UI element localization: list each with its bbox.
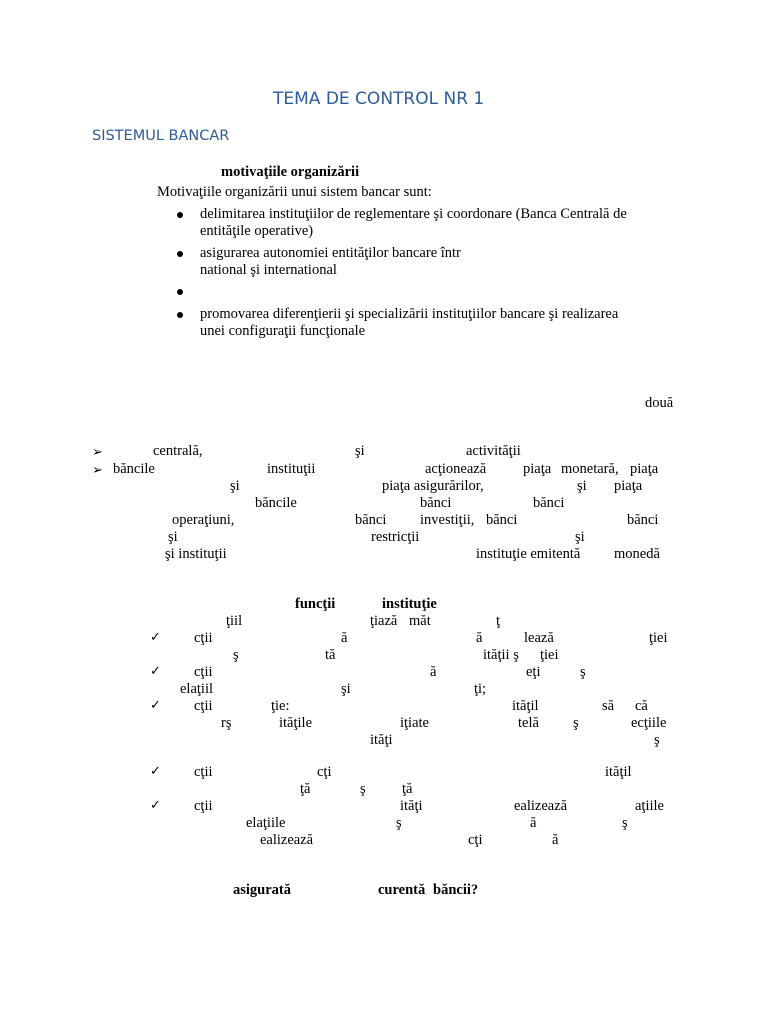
fragment-text: că bbox=[635, 698, 648, 714]
fragment-text: ă bbox=[476, 630, 483, 646]
fragment-text: şi bbox=[168, 529, 178, 545]
fragment-text: aţiile bbox=[635, 798, 664, 814]
fragment-text: şi bbox=[577, 478, 587, 494]
fragment-text: investiţii, bbox=[420, 512, 475, 528]
fragment-text: ţi; bbox=[474, 681, 487, 697]
fragment-text: bănci bbox=[627, 512, 659, 528]
intro-text: Motivaţiile organizării unui sistem bancar sunt: bbox=[157, 184, 432, 200]
checkmark-icon: ✓ bbox=[150, 797, 161, 812]
fragment-question: curentă bbox=[378, 882, 426, 898]
fragment-text: cţii bbox=[194, 664, 213, 680]
fragment-text: lează bbox=[524, 630, 554, 646]
fragment-text: ţiază bbox=[370, 613, 398, 629]
fragment-text: monedă bbox=[614, 546, 660, 562]
list-item: unei configuraţii funcţionale bbox=[200, 323, 366, 339]
arrow-icon: ➢ bbox=[92, 462, 103, 477]
fragment-text: ităţile bbox=[279, 715, 313, 731]
fragment-text: piaţa bbox=[523, 461, 552, 477]
fragment-text: elaţiile bbox=[246, 815, 286, 831]
fragment-text: bănci bbox=[486, 512, 518, 528]
fragment-text: ţiei bbox=[649, 630, 668, 646]
fragment-text: ş bbox=[580, 664, 586, 680]
checkmark-icon: ✓ bbox=[150, 663, 161, 678]
fragment-text: ealizează bbox=[260, 832, 314, 848]
section-heading: SISTEMUL BANCAR bbox=[92, 128, 230, 144]
bullet-icon bbox=[177, 289, 183, 295]
fragment-text: cţi bbox=[468, 832, 483, 848]
fragment-text: şi instituţii bbox=[165, 546, 227, 562]
fragment-text: ităţii ş bbox=[483, 647, 519, 663]
fragment-text: monetară, bbox=[561, 461, 619, 477]
fragment-text: ţă bbox=[402, 781, 413, 797]
fragment-heading: funcţii bbox=[295, 596, 336, 612]
fragment-text: ş bbox=[573, 715, 579, 731]
fragment-text: ţie: bbox=[271, 698, 290, 714]
fragment-text: şi bbox=[230, 478, 240, 494]
fragment-text: ţiei bbox=[540, 647, 559, 663]
fragment-text: tă bbox=[325, 647, 336, 663]
fragment-text: cţii bbox=[194, 698, 213, 714]
fragment-text: ţiil bbox=[226, 613, 243, 629]
list-item: asigurarea autonomiei entităţilor bancare într bbox=[200, 245, 461, 261]
fragment-text: cţii bbox=[194, 764, 213, 780]
bullet-icon bbox=[177, 251, 183, 257]
fragment-text: ş bbox=[233, 647, 239, 663]
fragment-text: instituţii bbox=[267, 461, 316, 477]
fragment-text: piaţa bbox=[614, 478, 643, 494]
fragment-text: instituţie emitentă bbox=[476, 546, 581, 562]
list-item: delimitarea instituţiilor de reglementare şi coordonare (Banca Centrală de bbox=[200, 206, 627, 222]
fragment-text: şi bbox=[355, 443, 365, 459]
fragment-text: acţionează bbox=[425, 461, 487, 477]
fragment-text: băncile bbox=[255, 495, 297, 511]
fragment-text: ităţi bbox=[400, 798, 423, 814]
fragment-text: telă bbox=[518, 715, 539, 731]
checkmark-icon: ✓ bbox=[150, 629, 161, 644]
fragment-text: centrală, bbox=[153, 443, 203, 459]
fragment-text: operaţiuni, bbox=[172, 512, 235, 528]
fragment-question: băncii? bbox=[433, 882, 479, 898]
subheading: motivaţiile organizării bbox=[221, 164, 360, 180]
checkmark-icon: ✓ bbox=[150, 697, 161, 712]
fragment-heading: instituţie bbox=[382, 596, 437, 612]
bullet-icon bbox=[177, 212, 183, 218]
fragment-text: şi bbox=[341, 681, 351, 697]
list-item: entităţile operative) bbox=[200, 223, 314, 239]
fragment-text: ă bbox=[530, 815, 537, 831]
arrow-icon: ➢ bbox=[92, 444, 103, 459]
fragment-text: ă bbox=[552, 832, 559, 848]
fragment-text: ă bbox=[430, 664, 437, 680]
fragment-text: bănci bbox=[355, 512, 387, 528]
fragment-text: elaţiil bbox=[180, 681, 214, 697]
fragment-text: restricţii bbox=[371, 529, 420, 545]
fragment-text: cţii bbox=[194, 630, 213, 646]
list-item: national şi international bbox=[200, 262, 337, 278]
fragment-text: ealizează bbox=[514, 798, 568, 814]
fragment-text: două bbox=[645, 395, 674, 411]
fragment-text: ităţil bbox=[512, 698, 539, 714]
fragment-text: bănci bbox=[420, 495, 452, 511]
fragment-text: ş bbox=[654, 732, 660, 748]
fragment-text: ecţiile bbox=[631, 715, 667, 731]
list-item: promovarea diferenţierii şi specializării instituţiilor bancare şi realizarea bbox=[200, 306, 619, 322]
fragment-text: bănci bbox=[533, 495, 565, 511]
fragment-text: ţă bbox=[300, 781, 311, 797]
fragment-text: cţii bbox=[194, 798, 213, 814]
fragment-text: ş bbox=[360, 781, 366, 797]
bullet-icon bbox=[177, 312, 183, 318]
fragment-text: ş bbox=[622, 815, 628, 831]
fragment-text: cţi bbox=[317, 764, 332, 780]
fragment-question: asigurată bbox=[233, 882, 291, 898]
fragment-text: iţiate bbox=[400, 715, 429, 731]
fragment-text: eţi bbox=[526, 664, 541, 680]
fragment-text: rş bbox=[221, 715, 232, 731]
fragment-text: ţ bbox=[496, 613, 501, 629]
fragment-text: băncile bbox=[113, 461, 155, 477]
document-title: TEMA DE CONTROL NR 1 bbox=[273, 89, 485, 109]
fragment-text: ităţi bbox=[370, 732, 393, 748]
fragment-text: ă bbox=[341, 630, 348, 646]
fragment-text: piaţa asigurărilor, bbox=[382, 478, 484, 494]
fragment-text: şi bbox=[575, 529, 585, 545]
fragment-text: ş bbox=[396, 815, 402, 831]
fragment-text: ităţil bbox=[605, 764, 632, 780]
fragment-text: activităţii bbox=[466, 443, 521, 459]
checkmark-icon: ✓ bbox=[150, 763, 161, 778]
fragment-text: piaţa bbox=[630, 461, 659, 477]
fragment-text: măt bbox=[409, 613, 431, 629]
fragment-text: să bbox=[602, 698, 615, 714]
